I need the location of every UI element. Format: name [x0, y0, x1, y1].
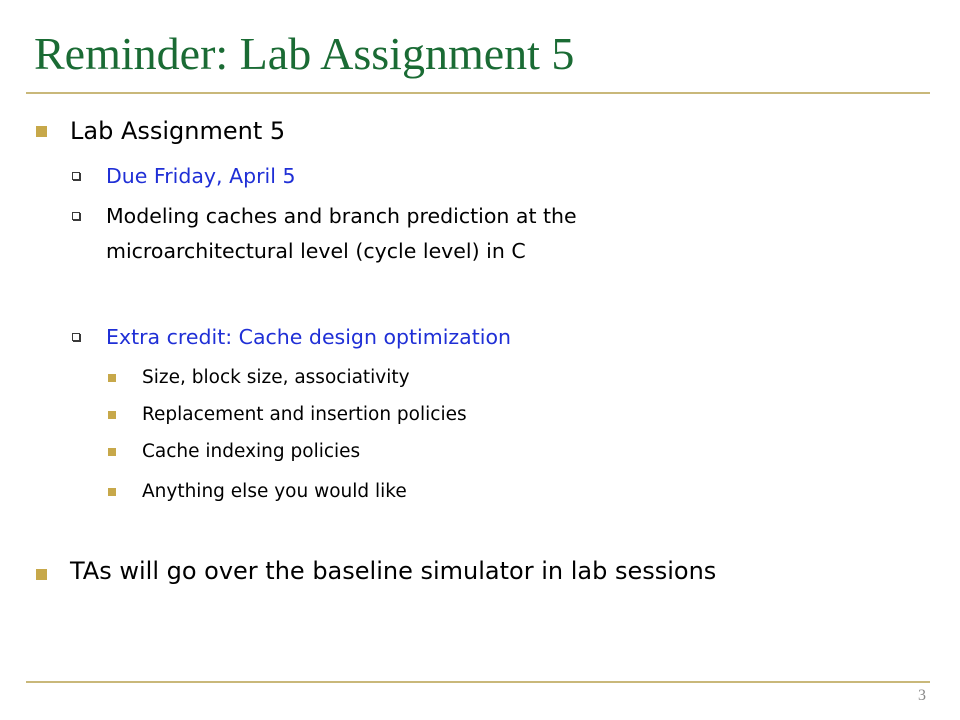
title-divider — [26, 92, 930, 94]
list-item: Anything else you would like — [142, 481, 407, 502]
hollow-square-bullet-icon — [72, 172, 80, 180]
footer-divider — [26, 681, 930, 683]
square-bullet-icon — [108, 488, 116, 496]
slide-title: Reminder: Lab Assignment 5 — [34, 28, 575, 79]
subbullet-extra-credit: Extra credit: Cache design optimization — [106, 325, 511, 349]
square-bullet-icon — [108, 411, 116, 419]
list-item: Replacement and insertion policies — [142, 404, 467, 425]
subbullet-modeling-line2: microarchitectural level (cycle level) in C — [106, 239, 526, 263]
bullet-tas: TAs will go over the baseline simulator in lab sessions — [70, 557, 717, 585]
subbullet-modeling-line1: Modeling caches and branch prediction at the — [106, 204, 577, 228]
list-item: Cache indexing policies — [142, 441, 361, 462]
list-item: Size, block size, associativity — [142, 367, 410, 388]
square-bullet-icon — [36, 126, 47, 137]
page-number: 3 — [918, 687, 926, 704]
hollow-square-bullet-icon — [72, 333, 80, 341]
hollow-square-bullet-icon — [72, 212, 80, 220]
square-bullet-icon — [36, 569, 47, 580]
square-bullet-icon — [108, 374, 116, 382]
subbullet-due-date: Due Friday, April 5 — [106, 164, 296, 188]
bullet-lab-assignment: Lab Assignment 5 — [70, 117, 286, 145]
square-bullet-icon — [108, 448, 116, 456]
